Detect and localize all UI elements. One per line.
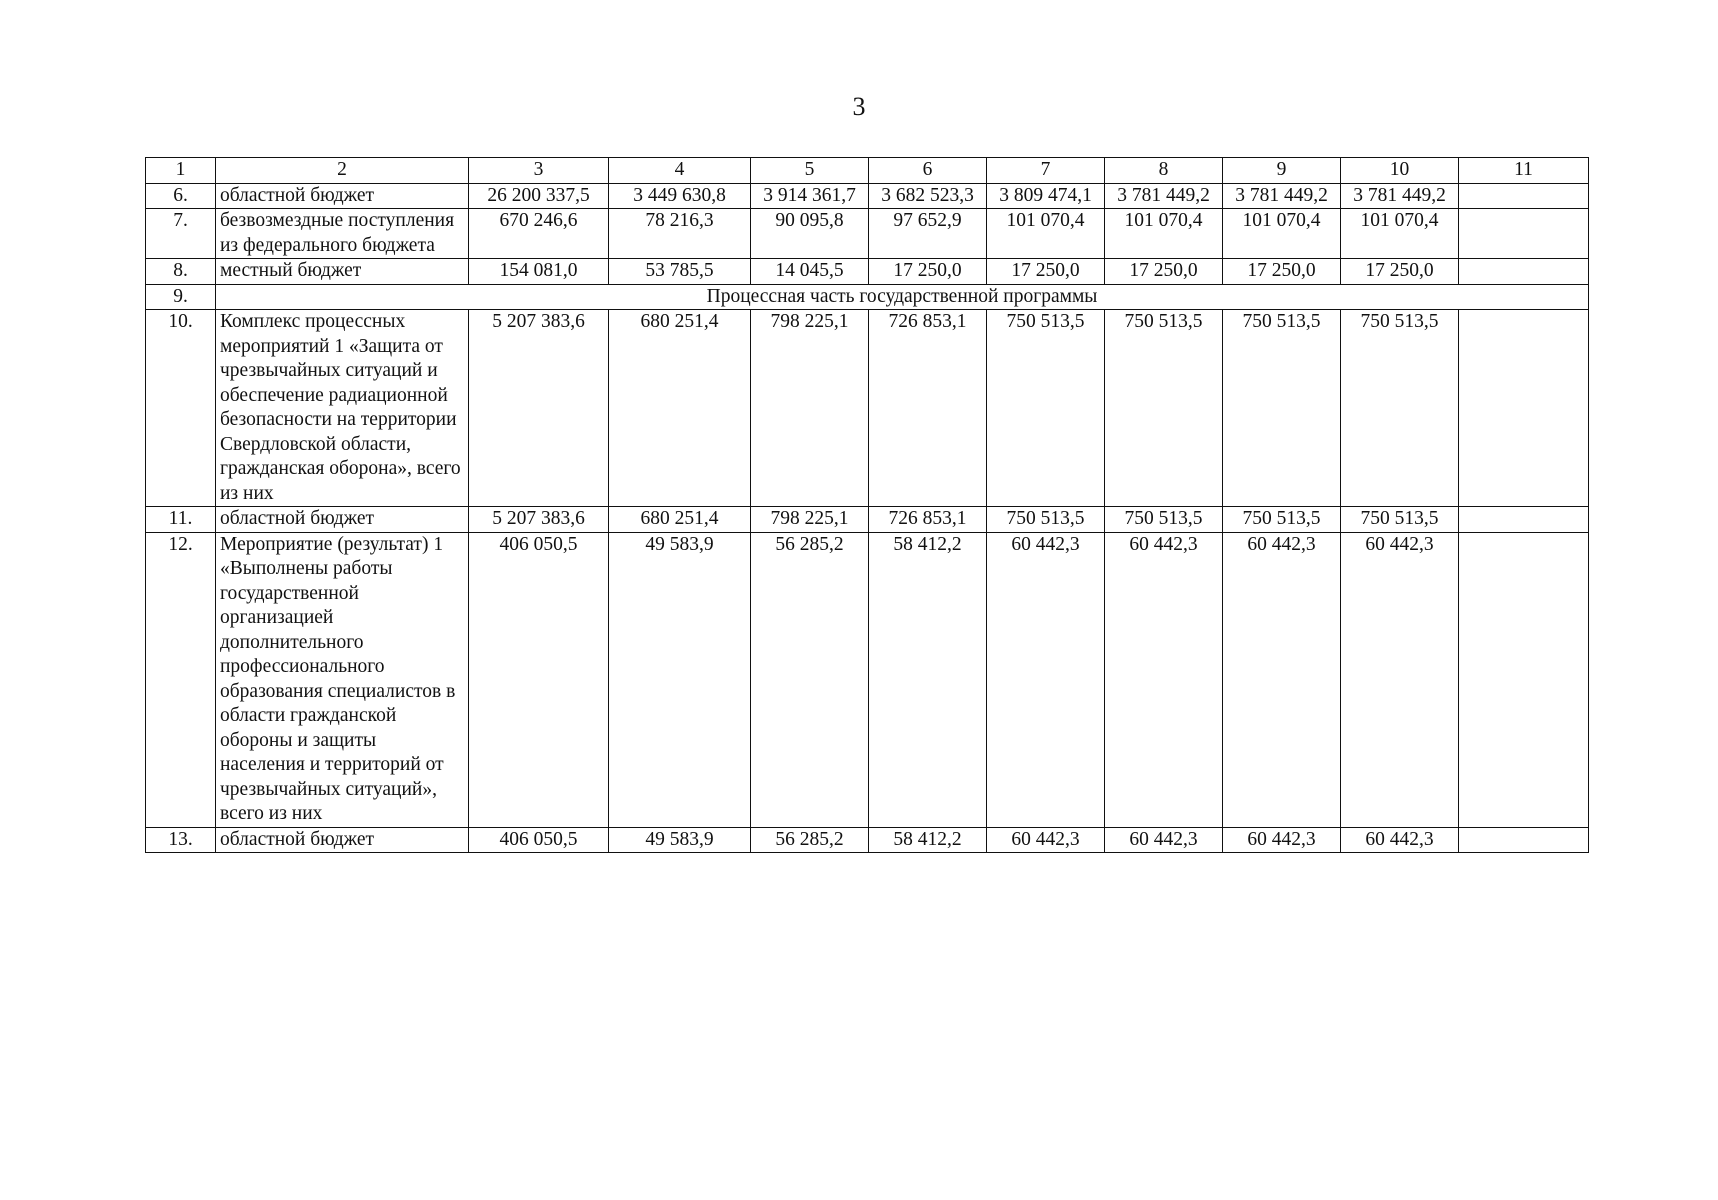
table-cell: 60 442,3 bbox=[987, 532, 1105, 827]
table-cell: 49 583,9 bbox=[609, 532, 751, 827]
table-cell: 726 853,1 bbox=[869, 507, 987, 533]
table-row bbox=[146, 209, 1589, 259]
table-cell: 798 225,1 bbox=[751, 507, 869, 533]
table-cell: 101 070,4 bbox=[1223, 209, 1341, 259]
table-cell: 5 207 383,6 bbox=[469, 310, 609, 507]
table-cell: 101 070,4 bbox=[987, 209, 1105, 259]
table-cell: 726 853,1 bbox=[869, 310, 987, 507]
row-name: областной бюджет bbox=[216, 827, 469, 853]
table-cell: 750 513,5 bbox=[1341, 507, 1459, 533]
page-number: 3 bbox=[852, 92, 866, 121]
table-cell: 680 251,4 bbox=[609, 507, 751, 533]
table-cell: 750 513,5 bbox=[1105, 310, 1223, 507]
table-cell: 680 251,4 bbox=[609, 310, 751, 507]
table-cell: 60 442,3 bbox=[1223, 827, 1341, 853]
table-cell: 60 442,3 bbox=[1105, 827, 1223, 853]
table-cell: 798 225,1 bbox=[751, 310, 869, 507]
table-cell: 3 781 449,2 bbox=[1105, 183, 1223, 209]
header-row bbox=[146, 158, 1589, 184]
table-cell: 60 442,3 bbox=[1223, 532, 1341, 827]
row-number: 10. bbox=[146, 310, 216, 507]
row-name: Мероприятие (результат) 1 «Выполнены работы государственной организацией дополнительного профессионального образования специалистов в области гражданской обороны и защиты населения и территорий от чрезвычайных ситуаций», всего из них bbox=[216, 532, 469, 827]
column-header: 7 bbox=[987, 158, 1105, 184]
table-cell: 406 050,5 bbox=[469, 532, 609, 827]
row-name: областной бюджет bbox=[216, 507, 469, 533]
row-number: 6. bbox=[146, 183, 216, 209]
table-row bbox=[146, 507, 1589, 533]
table-cell: 5 207 383,6 bbox=[469, 507, 609, 533]
table-cell bbox=[1459, 259, 1589, 285]
row-number: 11. bbox=[146, 507, 216, 533]
table-cell bbox=[1459, 209, 1589, 259]
table-cell: 750 513,5 bbox=[1341, 310, 1459, 507]
table-cell: 3 781 449,2 bbox=[1223, 183, 1341, 209]
column-header: 6 bbox=[869, 158, 987, 184]
table-cell: 56 285,2 bbox=[751, 532, 869, 827]
table-cell: 60 442,3 bbox=[1341, 532, 1459, 827]
column-header: 3 bbox=[469, 158, 609, 184]
table-cell: 60 442,3 bbox=[1341, 827, 1459, 853]
table-row bbox=[146, 183, 1589, 209]
table-cell: 3 682 523,3 bbox=[869, 183, 987, 209]
table-cell bbox=[1459, 827, 1589, 853]
column-header: 9 bbox=[1223, 158, 1341, 184]
column-header: 5 bbox=[751, 158, 869, 184]
column-header: 4 bbox=[609, 158, 751, 184]
table-cell: 750 513,5 bbox=[987, 310, 1105, 507]
table-cell: 101 070,4 bbox=[1341, 209, 1459, 259]
table-cell bbox=[1459, 507, 1589, 533]
row-name: областной бюджет bbox=[216, 183, 469, 209]
table-cell: 406 050,5 bbox=[469, 827, 609, 853]
table-cell: 17 250,0 bbox=[869, 259, 987, 285]
table-cell: 101 070,4 bbox=[1105, 209, 1223, 259]
table-cell: 3 449 630,8 bbox=[609, 183, 751, 209]
row-name: местный бюджет bbox=[216, 259, 469, 285]
table-cell: 58 412,2 bbox=[869, 532, 987, 827]
table-cell bbox=[1459, 183, 1589, 209]
table-cell: 17 250,0 bbox=[1105, 259, 1223, 285]
table-cell: 750 513,5 bbox=[1105, 507, 1223, 533]
budget-table bbox=[145, 157, 1589, 853]
table-cell: 750 513,5 bbox=[987, 507, 1105, 533]
table-cell: 670 246,6 bbox=[469, 209, 609, 259]
table-cell: 90 095,8 bbox=[751, 209, 869, 259]
table-cell bbox=[1459, 310, 1589, 507]
table-cell: 56 285,2 bbox=[751, 827, 869, 853]
column-header: 1 bbox=[146, 158, 216, 184]
table-cell: 3 809 474,1 bbox=[987, 183, 1105, 209]
table-cell: 750 513,5 bbox=[1223, 310, 1341, 507]
table-cell: 3 781 449,2 bbox=[1341, 183, 1459, 209]
row-number: 7. bbox=[146, 209, 216, 259]
column-header: 11 bbox=[1459, 158, 1589, 184]
table-cell: 154 081,0 bbox=[469, 259, 609, 285]
table-cell bbox=[1459, 532, 1589, 827]
table-row bbox=[146, 532, 1589, 827]
row-name: Комплекс процессных мероприятий 1 «Защита от чрезвычайных ситуаций и обеспечение радиационной безопасности на территории Свердловской области, гражданская оборона», всего из них bbox=[216, 310, 469, 507]
table-cell: 49 583,9 bbox=[609, 827, 751, 853]
table-row bbox=[146, 827, 1589, 853]
table-cell: 750 513,5 bbox=[1223, 507, 1341, 533]
row-name: безвозмездные поступления из федерального бюджета bbox=[216, 209, 469, 259]
row-number: 13. bbox=[146, 827, 216, 853]
row-number: 9. bbox=[146, 284, 216, 310]
table-cell: 60 442,3 bbox=[1105, 532, 1223, 827]
table-cell: 78 216,3 bbox=[609, 209, 751, 259]
table-cell: 60 442,3 bbox=[987, 827, 1105, 853]
table-cell: 26 200 337,5 bbox=[469, 183, 609, 209]
table-cell: 14 045,5 bbox=[751, 259, 869, 285]
table-row bbox=[146, 259, 1589, 285]
table-cell: 53 785,5 bbox=[609, 259, 751, 285]
table-cell: 17 250,0 bbox=[1223, 259, 1341, 285]
table-cell: 3 914 361,7 bbox=[751, 183, 869, 209]
column-header: 8 bbox=[1105, 158, 1223, 184]
column-header: 2 bbox=[216, 158, 469, 184]
table-cell: 17 250,0 bbox=[1341, 259, 1459, 285]
section-row bbox=[146, 284, 1589, 310]
table-cell: 58 412,2 bbox=[869, 827, 987, 853]
table-cell: 97 652,9 bbox=[869, 209, 987, 259]
table-row bbox=[146, 310, 1589, 507]
section-title: Процессная часть государственной программы bbox=[216, 284, 1589, 310]
row-number: 12. bbox=[146, 532, 216, 827]
table-cell: 17 250,0 bbox=[987, 259, 1105, 285]
row-number: 8. bbox=[146, 259, 216, 285]
column-header: 10 bbox=[1341, 158, 1459, 184]
